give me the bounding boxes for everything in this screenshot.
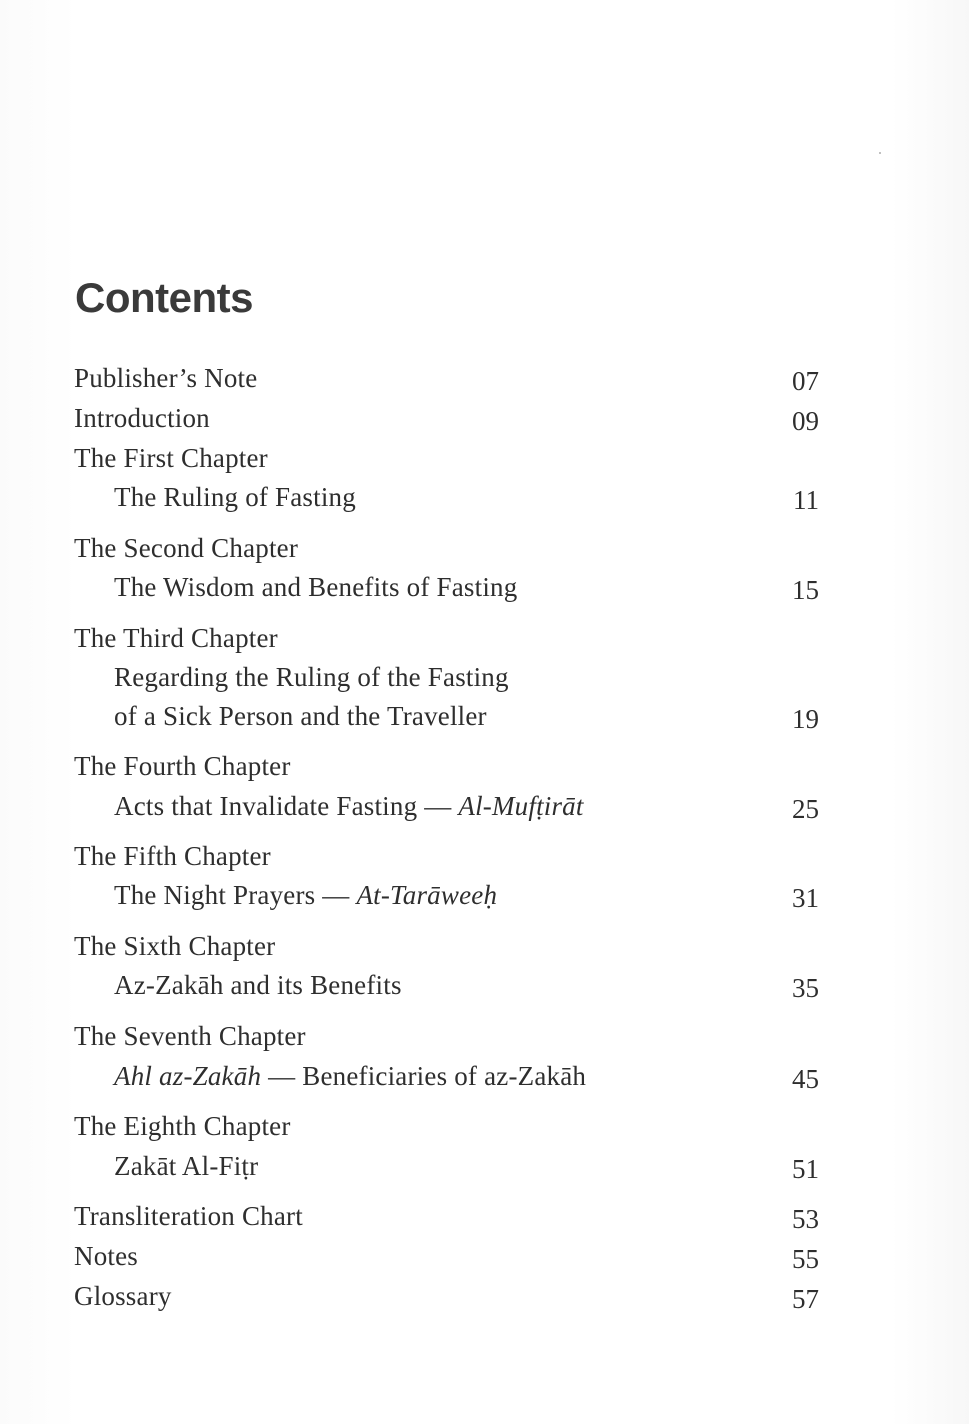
toc-entry-label: The Second Chapter	[74, 533, 299, 563]
toc-page-number: 57	[792, 1284, 819, 1314]
toc-chapter-heading	[74, 1019, 819, 1053]
toc-entry-label-italic: Al-Mufṭirāt	[458, 791, 584, 821]
toc-entry-label: Az-Zakāh and its Benefits	[114, 970, 402, 1000]
toc-chapter-heading	[74, 441, 819, 475]
toc-chapter-heading	[74, 1109, 819, 1143]
page-title: Contents	[75, 274, 253, 321]
toc-entry-publishers-note	[74, 361, 819, 395]
toc-page-number: 11	[793, 485, 819, 515]
toc-entry-label-roman: Acts that Invalidate Fasting —	[114, 791, 459, 821]
toc-chapter-heading	[74, 929, 819, 963]
toc-chapter-heading	[74, 531, 819, 565]
toc-entry-label: The Fourth Chapter	[74, 751, 291, 781]
toc-page-number: 25	[792, 794, 819, 824]
toc-entry-label-italic: Ahl az-Zakāh	[114, 1061, 262, 1091]
toc-entry-label: of a Sick Person and the Traveller	[114, 701, 487, 731]
toc-chapter-heading	[74, 839, 819, 873]
toc-page-number: 45	[792, 1064, 819, 1094]
toc-entry-label: Glossary	[74, 1281, 172, 1311]
toc-entry-label	[114, 789, 584, 823]
toc-page-number: 07	[792, 366, 819, 396]
toc-entry-label: Transliteration Chart	[74, 1201, 303, 1231]
toc-entry-label	[114, 878, 497, 912]
toc-entry-label: Notes	[74, 1241, 138, 1271]
print-speck	[879, 152, 881, 154]
toc-entry-wisdom-benefits	[74, 570, 819, 604]
toc-entry-label: The Wisdom and Benefits of Fasting	[114, 572, 518, 602]
toc-entry-label: The Third Chapter	[74, 623, 278, 653]
toc-entry-label: The Sixth Chapter	[74, 931, 276, 961]
toc-entry-ruling-sick-traveller	[74, 660, 819, 694]
toc-page-number: 31	[792, 883, 819, 913]
toc-entry-label: The First Chapter	[74, 443, 268, 473]
toc-entry-label-roman: — Beneficiaries of az-Zakāh	[261, 1061, 587, 1091]
toc-entry-ruling-sick-traveller-cont	[74, 699, 819, 733]
toc-entry-zakat-al-fitr	[74, 1149, 819, 1183]
toc-entry-label: Introduction	[74, 403, 210, 433]
toc-entry-transliteration-chart	[74, 1199, 819, 1233]
toc-entry-ahl-az-zakah	[74, 1059, 819, 1093]
toc-entry-label: The Seventh Chapter	[74, 1021, 306, 1051]
toc-entry-label: Regarding the Ruling of the Fasting	[114, 662, 509, 692]
toc-entry-invalidate-fasting	[74, 789, 819, 823]
toc-entry-ruling-of-fasting	[74, 480, 819, 514]
toc-page-number: 35	[792, 973, 819, 1003]
toc-entry-night-prayers	[74, 878, 819, 912]
toc-page-number: 09	[792, 406, 819, 436]
toc-entry-glossary	[74, 1279, 819, 1313]
toc-page-number: 19	[792, 704, 819, 734]
toc-entry-label-italic: At-Tarāweeḥ	[356, 880, 498, 910]
toc-chapter-heading	[74, 749, 819, 783]
toc-page-number: 53	[792, 1204, 819, 1234]
toc-page-number: 51	[792, 1154, 819, 1184]
toc-entry-label-roman: The Night Prayers —	[114, 880, 357, 910]
toc-chapter-heading	[74, 621, 819, 655]
toc-entry-label: Publisher’s Note	[74, 363, 258, 393]
toc-entry-notes	[74, 1239, 819, 1273]
toc-entry-introduction	[74, 401, 819, 435]
toc-entry-label: Zakāt Al-Fiṭr	[114, 1151, 259, 1181]
toc-entry-label: The Eighth Chapter	[74, 1111, 291, 1141]
toc-entry-label: The Ruling of Fasting	[114, 482, 356, 512]
toc-entry-zakah-benefits	[74, 968, 819, 1002]
toc-entry-label	[114, 1059, 586, 1093]
toc-page-number: 55	[792, 1244, 819, 1274]
toc-entry-label: The Fifth Chapter	[74, 841, 271, 871]
toc-page-number: 15	[792, 575, 819, 605]
